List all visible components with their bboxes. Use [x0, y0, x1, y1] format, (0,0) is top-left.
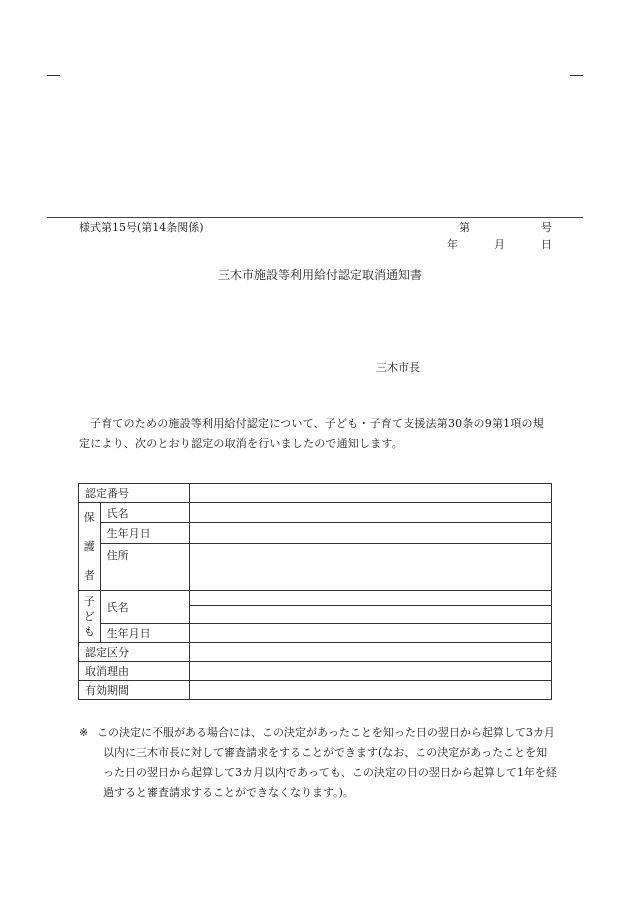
- guardian-birthdate-label: 生年月日: [100, 523, 189, 543]
- child-birthdate-value: [190, 624, 552, 643]
- child-char: も: [83, 625, 95, 638]
- guardian-address-label: 住所: [100, 543, 189, 590]
- guardian-char: 護: [83, 540, 95, 553]
- document-title: 三木市施設等利用給付認定取消通知書: [218, 268, 423, 282]
- guardian-birthdate-value: [190, 523, 552, 543]
- child-label: [79, 591, 101, 643]
- form-label: 様式第15号(第14条関係): [79, 221, 204, 234]
- page-corner-mark-left: [47, 75, 60, 76]
- reason-label: 取消理由: [79, 662, 190, 681]
- validity-label: 有効期間: [79, 681, 190, 700]
- guardian-name-label: 氏名: [100, 503, 189, 523]
- header-divider: [47, 217, 583, 218]
- child-birthdate-label: 生年月日: [100, 624, 189, 643]
- date-day: 日: [541, 238, 552, 251]
- appeal-note: [79, 723, 557, 803]
- date-month: 月: [494, 238, 505, 251]
- validity-value: [190, 681, 552, 700]
- child-name-value-2: [190, 606, 552, 624]
- guardian-name-value: [190, 503, 552, 523]
- note-mark: ※: [79, 726, 89, 739]
- notice-body: 子育てのための施設等利用給付認定について、子ども・子育て支援法第30条の9第1項の規定により、次のとおり認定の取消を行いましたので通知します。: [79, 417, 544, 450]
- child-name-value-1: [190, 591, 552, 606]
- child-char: 子: [83, 595, 95, 608]
- number-prefix: 第: [459, 221, 470, 234]
- guardian-char: 者: [83, 569, 95, 582]
- category-label: 認定区分: [79, 643, 190, 662]
- note-text: この決定に不服がある場合には、この決定があったことを知った日の翌日から起算して3カ月以内に三木市長に対して審査請求をすることができます(なお、この決定があったことを知った日の翌日から起算して3カ月以内であっても、この決定の日の翌日から起算して1年を経過すると審査請求することができなくなります。)。: [97, 726, 557, 799]
- child-name-label: 氏名: [100, 591, 189, 624]
- number-suffix: 号: [541, 221, 552, 234]
- date-year: 年: [447, 238, 458, 251]
- cert-number-value: [190, 484, 552, 503]
- cert-number-label: 認定番号: [79, 484, 190, 503]
- issuer-name: 三木市長: [376, 361, 420, 374]
- notice-table: [78, 483, 552, 700]
- child-char: ど: [83, 610, 95, 623]
- guardian-char: 保: [83, 511, 95, 524]
- guardian-address-value: [190, 543, 552, 590]
- category-value: [190, 643, 552, 662]
- reason-value: [190, 662, 552, 681]
- guardian-label: [79, 503, 101, 591]
- page-corner-mark-right: [570, 75, 583, 76]
